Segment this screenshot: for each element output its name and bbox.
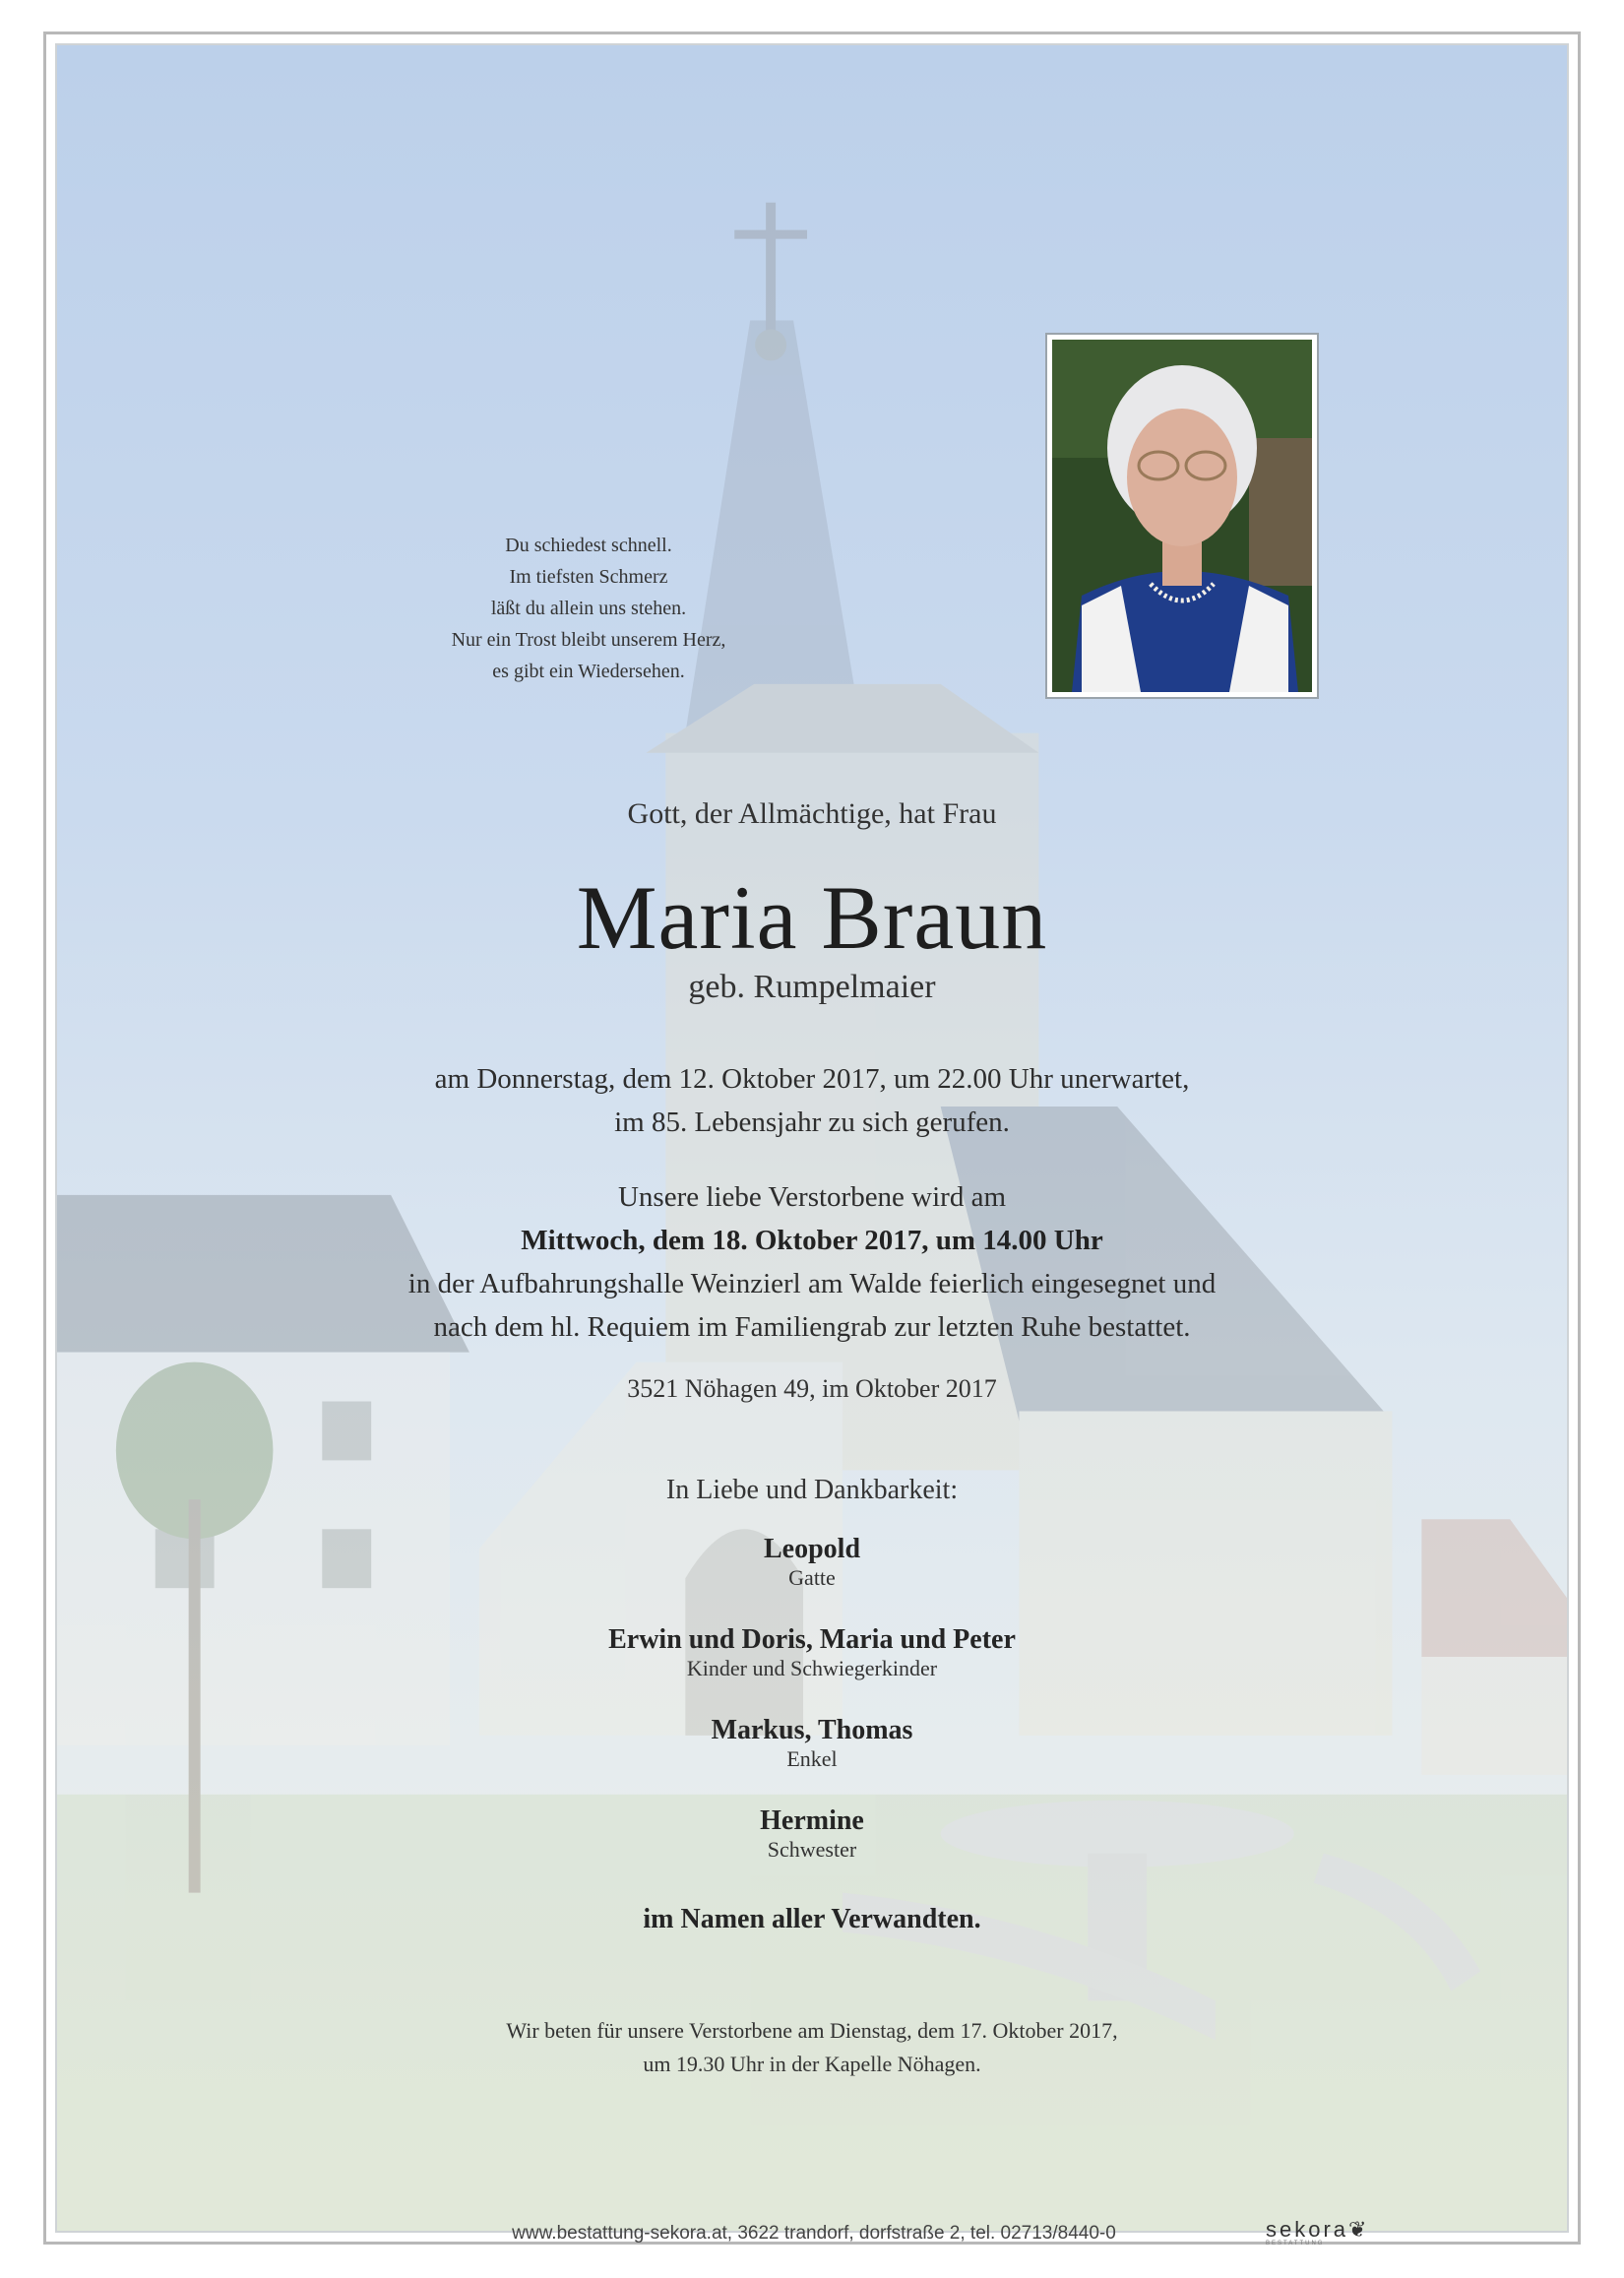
logo-name: sekora [1266,2217,1349,2242]
death-notice [57,1057,1567,1144]
poem-line: es gibt ein Wiedersehen. [492,661,685,682]
portrait-image [1052,340,1312,692]
logo-subtitle: BESTATTUNG [1266,2241,1325,2246]
family-relation: Kinder und Schwiegerkinder [686,1656,938,1680]
funeral-line: Unsere liebe Verstorbene wird am [617,1181,1007,1213]
death-notice-line: am Donnerstag, dem 12. Oktober 2017, um 22.00 Uhr unerwartet, [434,1063,1190,1095]
funeral-line: nach dem hl. Requiem im Familiengrab zur letzten Ruhe bestattet. [433,1311,1191,1343]
deceased-name: Maria Braun [576,867,1048,968]
notice-card [55,43,1569,2246]
family-names: Leopold [763,1534,861,1564]
death-notice-line: im 85. Lebensjahr zu sich gerufen. [614,1107,1010,1138]
family-group [57,1805,1567,1863]
family-group [57,1624,1567,1681]
footer-contact: www.bestattung-sekora.at, 3622 trandorf, dorfstraße 2, tel. 02713/8440-0 [512,2223,1116,2244]
thanks-line: In Liebe und Dankbarkeit: [665,1475,959,1505]
sekora-logo [1266,2217,1369,2246]
funeral-date [57,1219,1567,1262]
family-names: Erwin und Doris, Maria und Peter [608,1624,1016,1655]
family-names: Hermine [760,1805,864,1836]
poem-line: läßt du allein uns stehen. [490,598,687,619]
poem-line: Im tiefsten Schmerz [509,566,668,588]
leaf-icon: ❦ [1348,2217,1370,2242]
family-group [57,1534,1567,1591]
family-relation: Gatte [788,1565,836,1590]
family-relation: Schwester [767,1837,857,1862]
prayer-notice [57,2014,1567,2081]
funeral-line: in der Aufbahrungshalle Weinzierl am Walde feierlich eingesegnet und [407,1268,1217,1299]
family-relation: Enkel [786,1746,838,1771]
intro-line: Gott, der Allmächtige, hat Frau [627,797,997,830]
prayer-line: Wir beten für unsere Verstorbene am Dienstag, dem 17. Oktober 2017, [506,2018,1118,2043]
maiden-name: geb. Rumpelmaier [688,969,936,1005]
memorial-poem [421,530,756,687]
funeral-details [57,1175,1567,1349]
closing-line: im Namen aller Verwandten. [643,1904,981,1934]
place-and-date: 3521 Nöhagen 49, im Oktober 2017 [627,1374,997,1403]
portrait-photo [1045,333,1319,699]
family-group [57,1715,1567,1772]
family-names: Markus, Thomas [711,1715,913,1745]
prayer-line: um 19.30 Uhr in der Kapelle Nöhagen. [643,2052,981,2076]
poem-line: Nur ein Trost bleibt unserem Herz, [451,629,726,651]
poem-line: Du schiedest schnell. [505,535,672,556]
funeral-date-text: Mittwoch, dem 18. Oktober 2017, um 14.00 Uhr [521,1225,1103,1256]
